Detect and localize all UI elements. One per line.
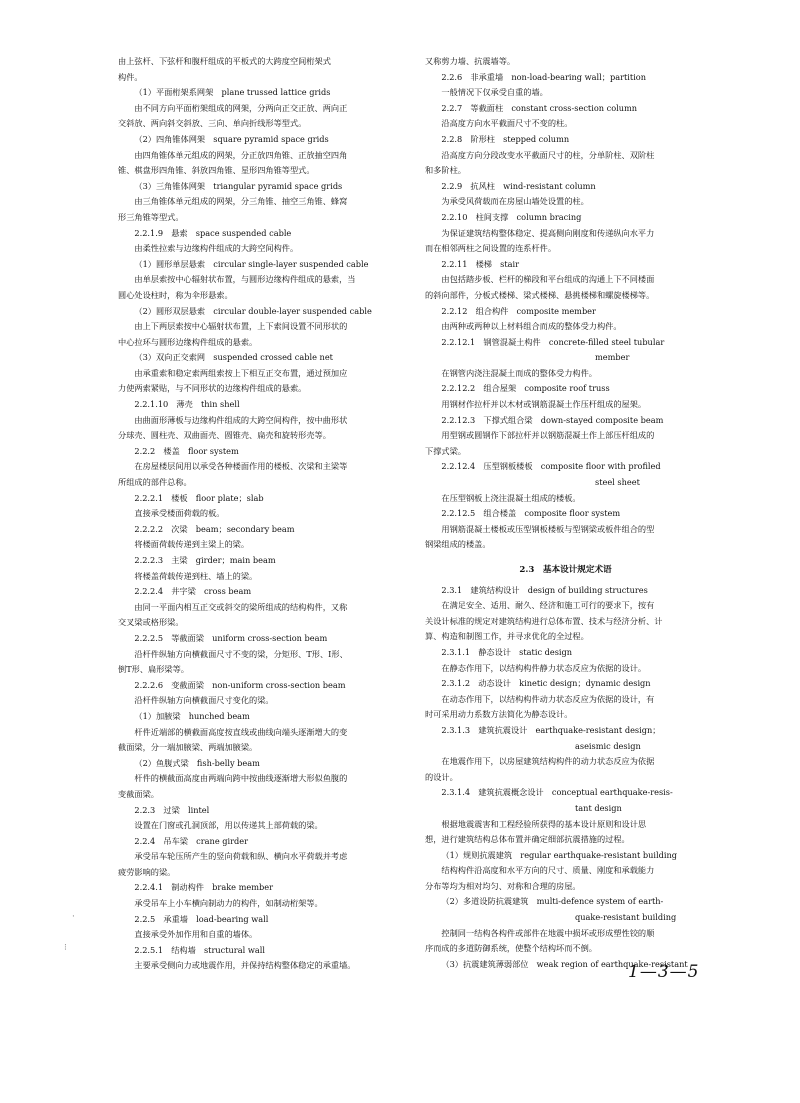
text-line: tant design [575, 802, 622, 813]
text-line: 中心拉环与圆形边缘构件组成的悬索。 [118, 336, 258, 347]
text-line: 设置在门窗或孔洞顶部，用以传递其上部荷载的梁。 [134, 820, 323, 831]
text-line: 交斜放、两向斜交斜放、三向、单向折线形等型式。 [118, 118, 307, 129]
text-line: 2.2.1.9 悬索 space suspended cable [134, 227, 292, 238]
text-line: （2）多道设防抗震建筑 multi-defence system of earth- [441, 896, 664, 907]
page-number: 1—3—5 [628, 962, 700, 982]
text-line: 2.2.12 组合构件 composite member [441, 305, 596, 316]
text-line: 交叉梁或格形梁。 [118, 617, 184, 628]
text-line: 沿高度方向分段改变水平截面尺寸的柱，分单阶柱、双阶柱 [441, 149, 655, 160]
text-line: 2.2.12.4 压型钢板楼板 composite floor with profiled [441, 461, 661, 472]
text-line: 2.3.1.4 建筑抗震概念设计 conceptual earthquake-resis- [441, 787, 673, 798]
text-line: 圆心处设柱时，称为伞形悬索。 [118, 289, 233, 300]
text-line: 由柔性拉索与边缘构件组成的大跨空间构件。 [134, 243, 299, 254]
text-line: 结构构件沿高度和水平方向的尺寸、质量、刚度和承载能力 [441, 865, 655, 876]
text-line: 时可采用动力系数方法简化为静态设计。 [425, 709, 573, 720]
text-line: （2）四角锥体网架 square pyramid space grids [134, 133, 329, 144]
text-line: 主要承受侧向力或地震作用，并保持结构整体稳定的承重墙。 [134, 960, 356, 971]
text-line: 根据地震震害和工程经验所获得的基本设计原则和设计思 [441, 818, 647, 829]
text-line: 2.2.9 抗风柱 wind-resistant column [441, 180, 596, 191]
text-line: 2.2.6 非承重墙 non-load-bearing wall；partition [441, 71, 647, 82]
text-line: 2.2.5.1 结构墙 structural wall [134, 944, 265, 955]
text-line: 倒T形、扁形梁等。 [118, 664, 189, 675]
text-line: 将楼面荷载传递到主梁上的梁。 [134, 539, 250, 550]
text-line: 分布等均为相对均匀、对称和合理的房屋。 [425, 880, 581, 891]
right-column-lower [425, 583, 706, 973]
text-line: 2.2.3 过梁 lintel [134, 804, 210, 815]
text-line: 2.3.1 建筑结构设计 design of building structures [441, 584, 648, 595]
text-line: 承受吊车轮压所产生的竖向荷载和纵、横向水平荷载并考虑 [134, 851, 348, 862]
text-line: 2.2.7 等截面柱 constant cross-section column [441, 102, 638, 113]
text-line: 沿杆件纵轴方向横截面尺寸变化的梁。 [134, 695, 274, 706]
text-line: 由包括踏步板、栏杆的梯段和平台组成的沟通上下不同楼面 [441, 274, 655, 285]
text-line: 构件。 [118, 71, 143, 82]
text-line: 钢梁组成的楼盖。 [425, 539, 491, 550]
text-line: （1）加腋梁 hunched beam [134, 710, 250, 721]
text-line: （2）圆形双层悬索 circular double-layer suspended cable [134, 305, 372, 316]
text-line: 2.2.2.2 次梁 beam；secondary beam [134, 523, 295, 534]
text-line: （3）双向正交索网 suspended crossed cable net [134, 352, 333, 363]
text-line: 在房屋楼层间用以承受各种楼面作用的楼板、次梁和主梁等 [134, 461, 348, 472]
text-line: 一般情况下仅承受自重的墙。 [441, 87, 548, 98]
text-line: 由单层索按中心辐射状布置，与圆形边缘构件组成的悬索，当 [134, 274, 356, 285]
text-line: 沿杆件纵轴方向横截面尺寸不变的梁，分矩形、T形、I形、 [134, 648, 348, 659]
text-line: 锥、棋盘形四角锥、斜放四角锥、星形四角锥等型式。 [118, 165, 315, 176]
text-line: member [595, 352, 630, 363]
text-line: 和多阶柱。 [425, 165, 466, 176]
text-line: 所组成的部件总称。 [118, 477, 192, 488]
text-line: 截面梁，分一端加腋梁、两端加腋梁。 [118, 742, 258, 753]
text-line: 算、构造和制图工作，并寻求优化的全过程。 [425, 631, 589, 642]
text-line: 由四角锥体单元组成的网架，分正放四角锥、正放抽空四角 [134, 149, 348, 160]
text-line: 的斜向部件，分板式楼梯、梁式楼梯、悬挑楼梯和螺旋楼梯等。 [425, 289, 655, 300]
text-line: 形三角锥等型式。 [118, 211, 184, 222]
text-line: 力使两索紧贴，与不同形状的边缘构件组成的悬索。 [118, 383, 307, 394]
text-line: 2.2.12.5 组合楼盖 composite floor system [441, 508, 621, 519]
text-line: 用型钢或圆钢作下部拉杆并以钢筋混凝土作上部压杆组成的 [441, 430, 655, 441]
text-line: 又称剪力墙、抗震墙等。 [425, 56, 516, 66]
right-column [425, 54, 706, 972]
text-line: 在动态作用下，以结构构件动力状态反应为依据的设计，有 [441, 693, 655, 704]
text-line: 2.3.1.3 建筑抗震设计 earthquake-resistant design； [441, 724, 661, 735]
text-line: 2.2.2.6 变截面梁 non-uniform cross-section beam [134, 679, 346, 690]
text-line: 而在相邻两柱之间设置的连系杆件。 [425, 243, 557, 254]
text-line: 疲劳影响的梁。 [118, 866, 176, 877]
text-line: 控制同一结构各构件或部件在地震中损坏或形成塑性铰的顺 [441, 927, 655, 938]
text-line: （1）平面桁架系网架 plane trussed lattice grids [134, 87, 331, 98]
text-line: 直接承受楼面荷载的板。 [134, 508, 225, 519]
text-line: 2.2.4.1 制动构件 brake member [134, 882, 273, 893]
section-heading: 2.3 基本设计规定术语 [519, 565, 612, 575]
text-line: 2.2.2 楼盖 floor system [134, 445, 239, 456]
text-line: steel sheet [595, 477, 640, 488]
text-line: 由上下两层索按中心辐射状布置，上下索间设置不同形状的 [134, 321, 348, 332]
text-line: 用钢筋混凝土楼板或压型钢板楼板与型钢梁或板件组合的型 [441, 523, 655, 534]
text-line: 2.2.8 阶形柱 stepped column [441, 133, 570, 144]
text-line: 关设计标准的规定对建筑结构进行总体布置、技术与经济分析、计 [425, 615, 663, 626]
text-line: 序而成的多道防御系统，使整个结构坏而不倒。 [425, 943, 597, 954]
text-line: 想，进行建筑结构总体布置并确定细部抗震措施的过程。 [425, 834, 630, 845]
text-line: 2.2.12.1 钢管混凝土构件 concrete-filled steel tubular [441, 336, 665, 347]
text-line: 杆件的横截面高度由两端向跨中按曲线逐渐增大形似鱼腹的 [134, 773, 348, 784]
text-line: 由曲面形薄板与边缘构件组成的大跨空间构件，按中曲形状 [134, 414, 348, 425]
right-column-upper [425, 54, 706, 553]
text-line: （1）规则抗震建筑 regular earthquake-resistant building [441, 849, 677, 860]
text-line: 由三角锥体单元组成的网架，分三角锥、抽空三角锥、蜂窝 [134, 196, 348, 207]
text-line: 分球壳、圆柱壳、双曲面壳、圆锥壳、扁壳和旋转形壳等。 [118, 430, 331, 441]
text-line: 在地震作用下，以房屋建筑结构构件的动力状态反应为依据 [441, 756, 655, 767]
text-line: 在压型钢板上浇注混凝土组成的楼板。 [441, 492, 581, 503]
text-line: 2.2.2.5 等截面梁 uniform cross-section beam [134, 632, 328, 643]
text-line: 由同一平面内相互正交或斜交的梁所组成的结构构件，又称 [134, 601, 348, 612]
text-line: 2.2.12.3 下撑式组合梁 down-stayed composite beam [441, 414, 664, 425]
text-line: aseismic design [575, 740, 641, 751]
text-line: 2.2.2.1 楼板 floor plate；slab [134, 492, 264, 503]
text-line: 为承受风荷载而在房屋山墙处设置的柱。 [441, 196, 589, 207]
text-line: 在静态作用下，以结构构件静力状态反应为依据的设计。 [441, 662, 647, 673]
text-line: quake-resistant building [575, 912, 677, 923]
text-line: 由两种或两种以上材料组合而成的整体受力构件。 [441, 321, 622, 332]
text-line: 在钢管内浇注混凝土而成的整体受力构件。 [441, 367, 597, 378]
text-line: 2.2.11 楼梯 stair [441, 258, 520, 269]
text-line: 2.2.5 承重墙 load-bearing wall [134, 913, 269, 924]
text-line: 沿高度方向水平截面尺寸不变的柱。 [441, 118, 573, 129]
text-line: 直接承受外加作用和自重的墙体。 [134, 929, 258, 940]
text-line: （1）圆形单层悬索 circular single-layer suspended cable [134, 258, 369, 269]
text-line: 2.2.2.3 主梁 girder；main beam [134, 555, 276, 565]
text-line: 2.2.1.10 薄壳 thin shell [134, 399, 240, 410]
text-line: 下撑式梁。 [425, 445, 466, 456]
text-line: 2.3.1.1 静态设计 static design [441, 646, 573, 657]
text-line: 由不同方向平面桁架组成的网架，分两向正交正放、两向正 [134, 102, 348, 113]
text-line: 在满足安全、适用、耐久、经济和施工可行的要求下，按有 [441, 600, 655, 611]
text-line: 2.2.10 柱间支撑 column bracing [441, 211, 582, 222]
scan-mark: · [72, 912, 75, 922]
text-line: 的设计。 [425, 771, 458, 782]
text-line: 杆件近端部的横截面高度按直线或曲线向端头逐渐增大的变 [134, 726, 348, 737]
text-line: 2.3.1.2 动态设计 kinetic design；dynamic design [441, 678, 651, 689]
text-line: （3）抗震建筑薄弱部位 weak region of earthquake-resistant [441, 958, 688, 969]
text-line: 将楼盖荷载传递到柱、墙上的梁。 [134, 570, 258, 581]
text-line: 为保证建筑结构整体稳定、提高侧向刚度和传递纵向水平力 [441, 227, 655, 238]
text-line: 用钢材作拉杆并以木材或钢筋混凝土作压杆组成的屋架。 [441, 399, 647, 410]
text-line: 由上弦杆、下弦杆和腹杆组成的平板式的大跨度空间桁架式 [118, 56, 331, 66]
text-line: 2.2.4 吊车梁 crane girder [134, 835, 249, 846]
text-line: 由承重索和稳定索两组索按上下相互正交布置，通过预加应 [134, 367, 348, 378]
text-line: 承受吊车上小车横向制动力的构件，如制动桁架等。 [134, 898, 323, 909]
scan-mark: ⁝ [64, 943, 67, 953]
text-line: 变截面梁。 [118, 788, 159, 799]
text-line: 2.2.12.2 组合屋架 composite roof truss [441, 383, 610, 394]
text-line: 2.2.2.4 井字梁 cross beam [134, 586, 252, 597]
text-line: （3）三角锥体网架 triangular pyramid space grids [134, 180, 343, 191]
text-line: （2）鱼腹式梁 fish-belly beam [134, 757, 260, 768]
left-column [118, 54, 423, 974]
